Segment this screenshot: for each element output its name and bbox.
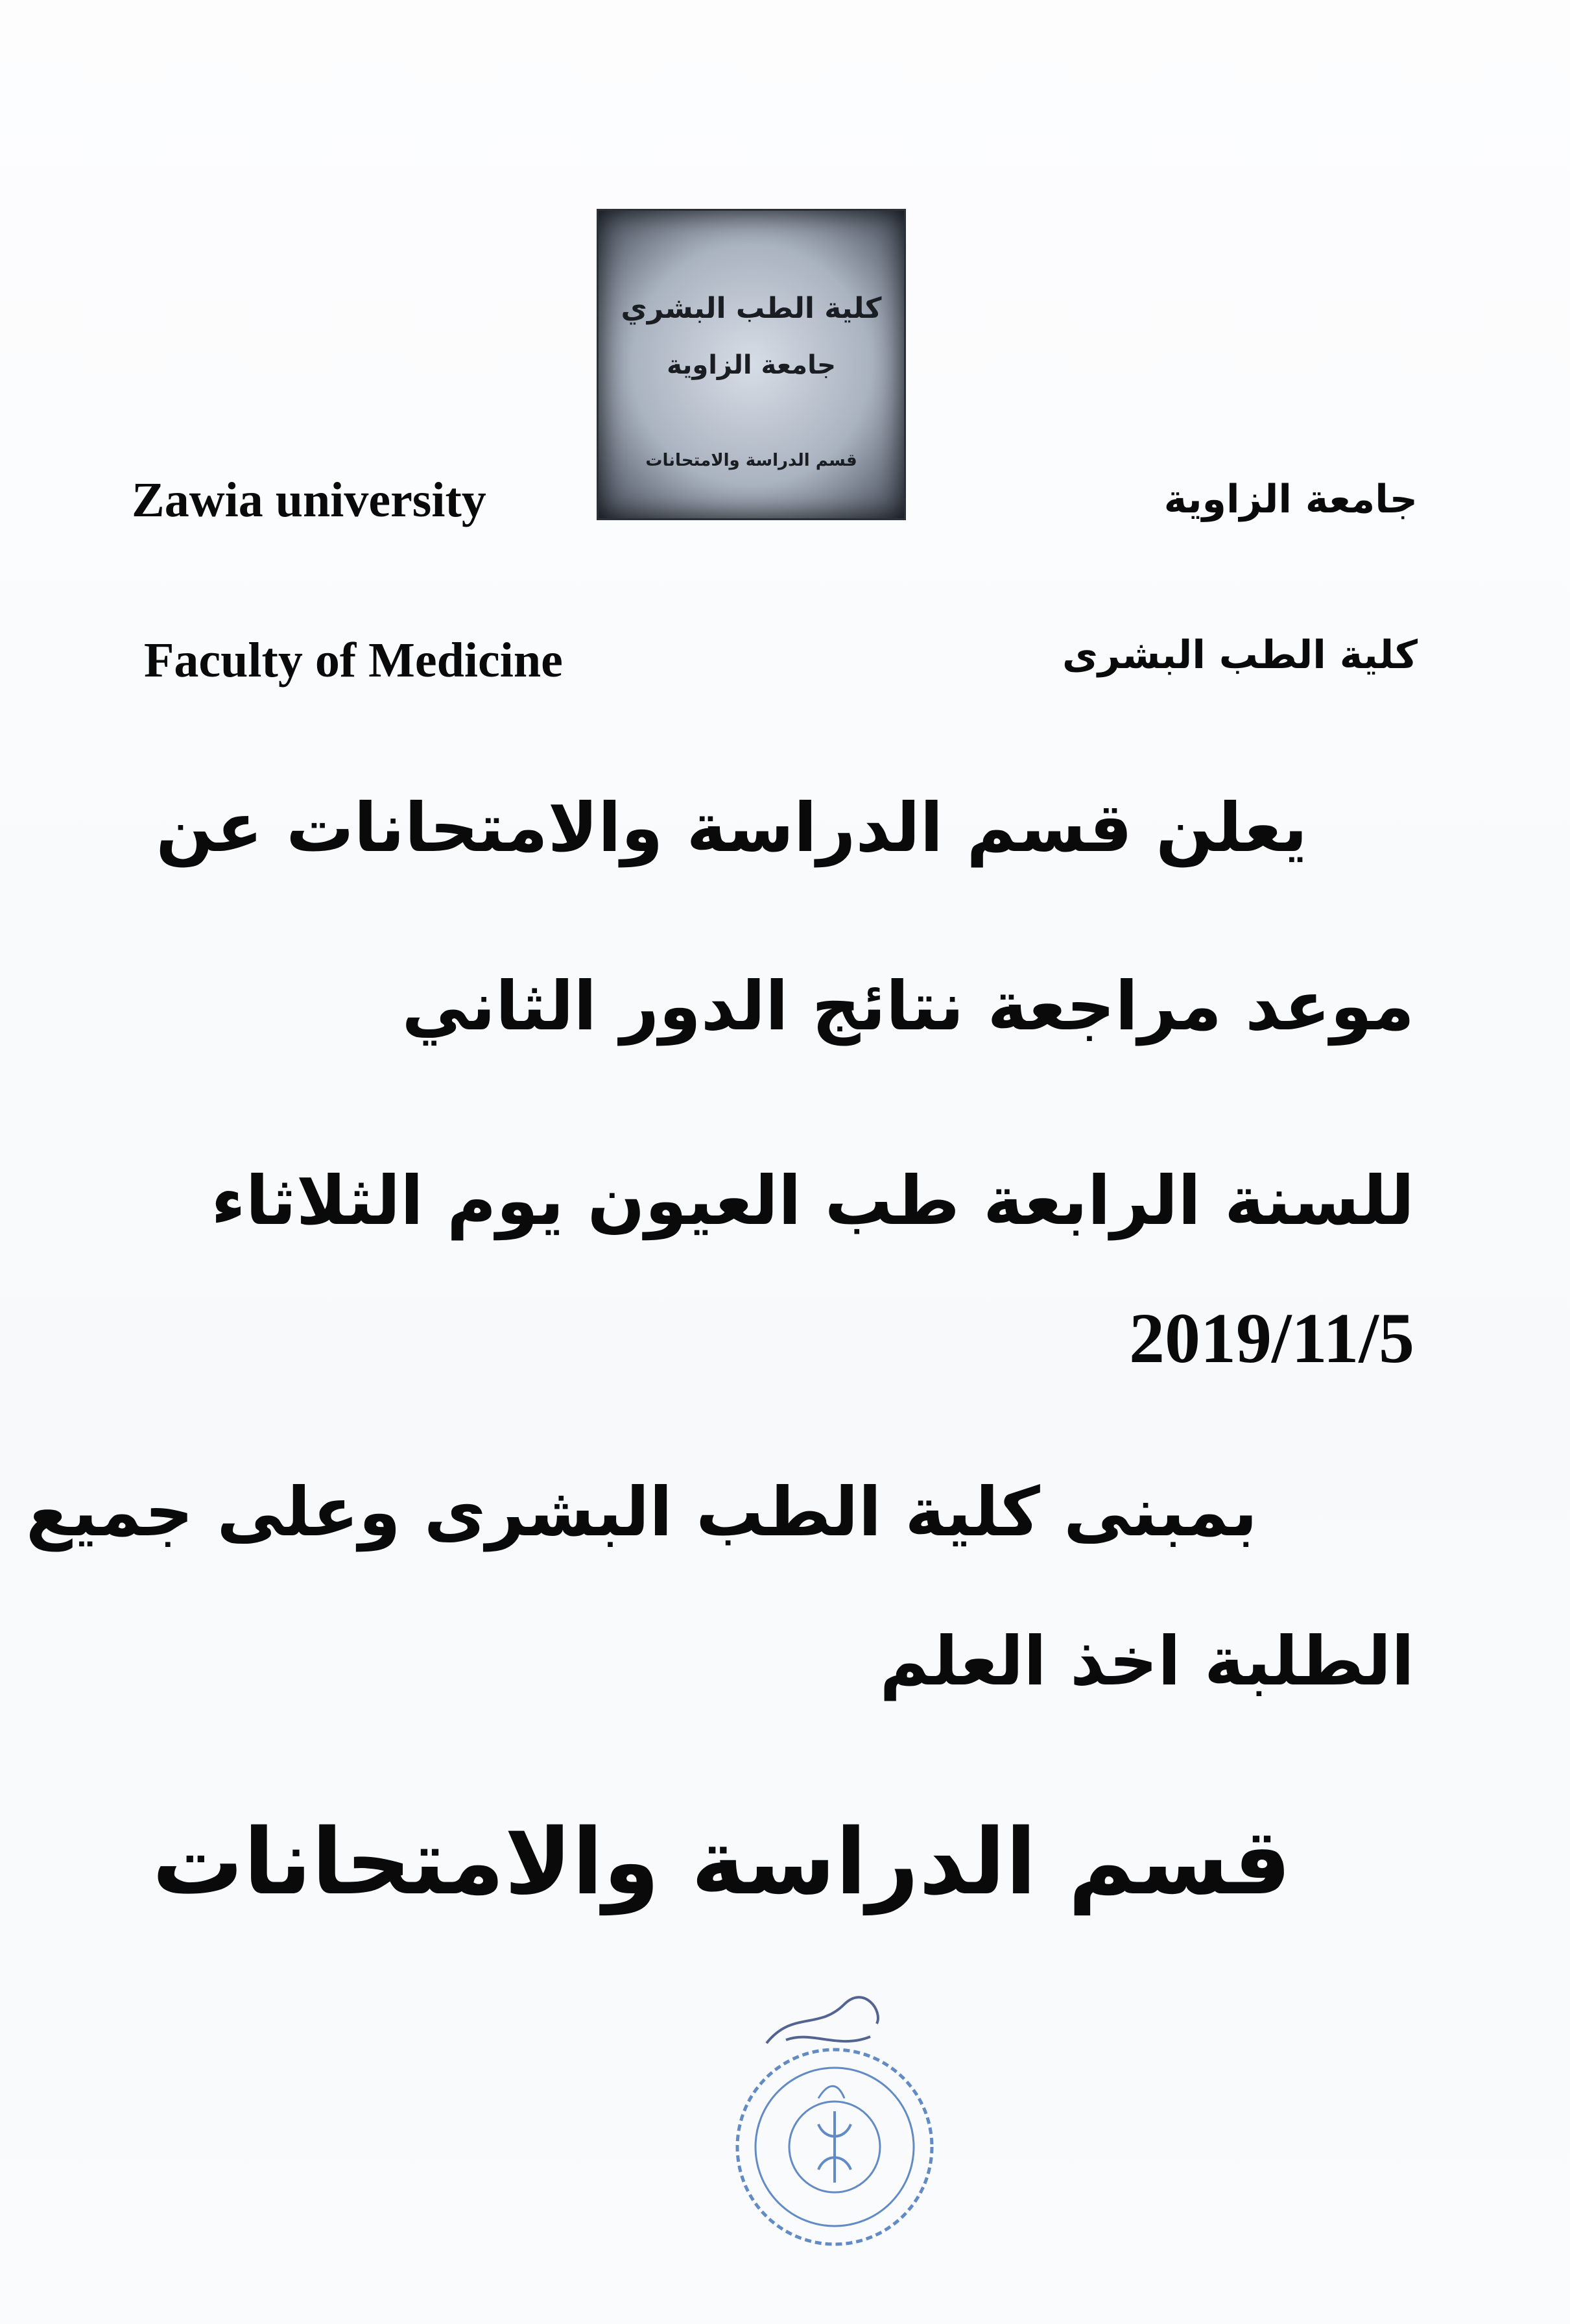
university-name-en: Zawia university (132, 473, 486, 527)
logo-faculty-text: كلية الطب البشري (621, 292, 882, 325)
announcement-line-2: موعد مراجعة نتائج الدور الثاني (401, 966, 1414, 1046)
logo-university-text: جامعة الزاوية (667, 350, 836, 380)
announcement-line-4: بمبنى كلية الطب البشرى وعلى جميع (25, 1472, 1257, 1551)
faculty-name-en: Faculty of Medicine (144, 633, 563, 688)
department-signature-title: قسم الدراسة والامتحانات (152, 1810, 1291, 1915)
announcement-line-5: الطلبة اخذ العلم (879, 1622, 1414, 1701)
official-stamp (721, 1985, 955, 2257)
faculty-name-ar: كلية الطب البشرى (1062, 632, 1418, 678)
department-logo (597, 209, 906, 520)
announcement-line-1: يعلن قسم الدراسة والامتحانات عن (156, 788, 1307, 867)
announcement-line-3: للسنة الرابعة طب العيون يوم الثلاثاء (211, 1161, 1414, 1240)
announcement-date: 2019/11/5 (1128, 1299, 1414, 1378)
logo-department-text: قسم الدراسة والامتحانات (645, 451, 857, 470)
university-name-ar: جامعة الزاوية (1163, 477, 1418, 522)
